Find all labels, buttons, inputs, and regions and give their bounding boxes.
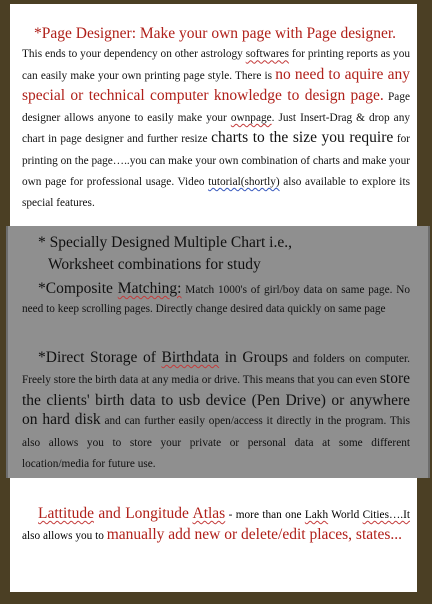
- text-run: World: [328, 509, 363, 521]
- text-run: ownpage: [230, 112, 272, 125]
- composite-heading-underlined: Matching:: [117, 280, 182, 297]
- composite-heading: *Composite: [38, 280, 118, 297]
- multiple-chart-line1: * Specially Designed Multiple Chart i.e.,: [38, 234, 292, 251]
- composite-matching-paragraph: [22, 280, 410, 319]
- text-run: . Just Insert-Drag & drop any chart in page designer and further resize: [22, 112, 410, 146]
- text-run: and folders on computer. Freely store the birth data at any media or drive. This means that you can even: [22, 353, 410, 387]
- text-run: Lakh: [304, 509, 329, 521]
- atlas-paragraph: [22, 504, 410, 546]
- storage-heading: *Direct Storage of: [38, 349, 162, 366]
- atlas-heading-part: Atlas: [192, 505, 226, 522]
- text-run: softwares: [245, 48, 289, 61]
- text-run: for printing reports as you can easily make your own printing page style. There is: [22, 48, 410, 82]
- text-run: also available to explore its special features.: [22, 176, 410, 210]
- text-run: This ends to your dependency on other astrology: [22, 48, 246, 61]
- multiple-chart-heading: [38, 232, 408, 276]
- text-run: also allows you to: [22, 530, 107, 542]
- emphasis-text: store the clients' birth data to usb device (Pen Drive) or anywhere on hard disk: [22, 370, 410, 429]
- highlight-text: manually add new or delete/edit places, states...: [106, 526, 402, 543]
- highlight-text: no need to aquire any special or technical computer knowledge to design page.: [22, 65, 410, 104]
- direct-storage-paragraph: [22, 348, 410, 474]
- text-run: and can further easily open/access it directly in the program. This also allows you to store your private or personal data at some different location/media for future use.: [22, 415, 410, 471]
- text-run: Match 1000's of girl/boy data on same page. No need to keep scrolling pages. Directly change desired data quickly on same page: [22, 284, 411, 316]
- atlas-heading-part: Lattitude: [38, 505, 94, 522]
- page-designer-paragraph: [22, 24, 410, 214]
- text-run: for printing on the page…..you can make your own combination of charts and make your own page for professional usage. Video: [22, 133, 410, 189]
- text-run: tutorial(shortly): [208, 176, 280, 189]
- storage-heading-underlined: Birthdata: [161, 349, 220, 366]
- atlas-heading-part: and Longitude: [93, 505, 193, 522]
- text-run: Page designer allows anyone to easily make your: [22, 90, 410, 125]
- text-run: - more than one: [225, 509, 305, 521]
- text-run: Cities….It: [362, 509, 410, 521]
- emphasis-text: charts to the size you require: [211, 129, 394, 147]
- multiple-chart-line2: Worksheet combinations for study: [48, 256, 261, 273]
- page-designer-heading: *Page Designer: Make your own page with Page designer.: [34, 25, 397, 42]
- storage-heading-end: in Groups: [219, 349, 289, 366]
